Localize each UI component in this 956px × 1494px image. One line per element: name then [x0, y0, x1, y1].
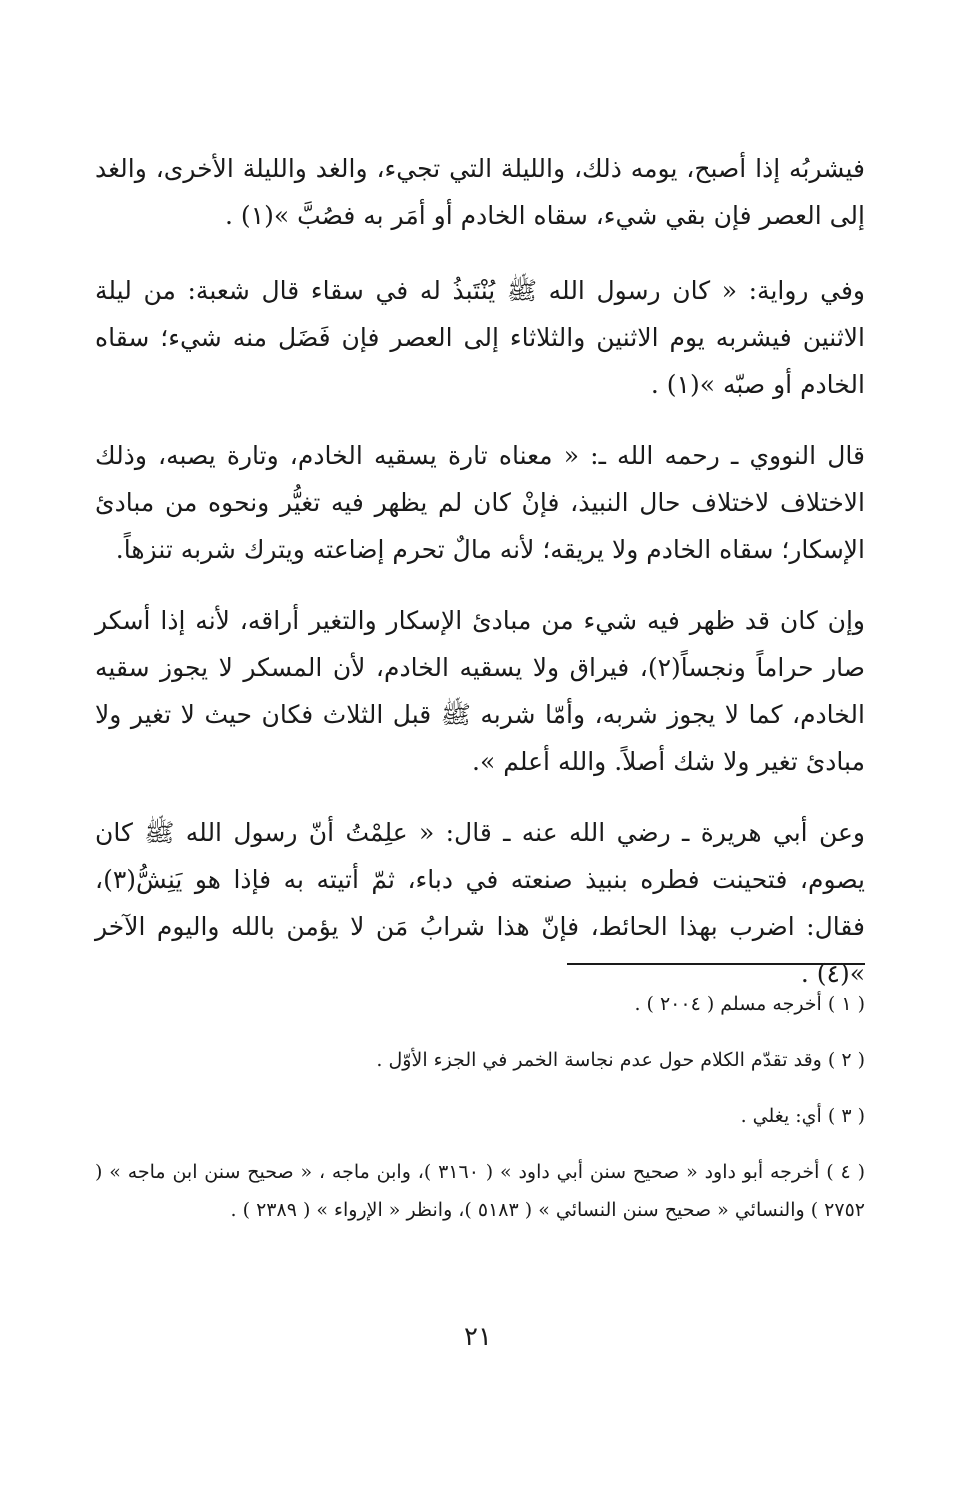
footnote-3: ( ٣ ) أي: يغلي . [740, 1105, 865, 1127]
page-number: ٢١ [464, 1322, 492, 1352]
footnote-2: ( ٢ ) وقد تقدّم الكلام حول عدم نجاسة الخمر في الجزء الأوّل . [376, 1049, 865, 1071]
footnote-4: ( ٤ ) أخرجه أبو داود « صحيح سنن أبي داود » ( ٣١٦٠ )، وابن ماجه ، « صحيح سنن ابن ماجه » ( ٢٧٥٢ ) والنسائي « صحيح سنن النسائي » ( ٥١٨٣ )، وانظر « الإرواء » ( ٢٣٨٩ ) . [95, 1161, 865, 1221]
footnote-1: ( ١ ) أخرجه مسلم ( ٢٠٠٤ ) . [634, 993, 865, 1015]
body-paragraph-5: وعن أبي هريرة ـ رضي الله عنه ـ قال: « علِمْتُ أنّ رسول الله ﷺ كان يصوم، فتحينت فطره بنبيذ صنعته في دباء، ثمّ أتيته به فإذا هو يَنِشُّ(٣)، فقال: اضرب بهذا الحائط، فإنّ هذا شرابُ مَن لا يؤمن بالله واليوم الآخر »(٤) . [95, 818, 865, 988]
body-paragraph-3: قال النووي ـ رحمه الله ـ: « معناه تارة يسقيه الخادم، وتارة يصبه، وذلك الاختلاف لاختلاف حال النبيذ، فإنْ كان لم يظهر فيه تغيُّر ونحوه من مبادئ الإسكار؛ سقاه الخادم ولا يريقه؛ لأنه مالٌ تحرم إضاعته ويترك شربه تنزهاً. [95, 441, 865, 564]
body-paragraph-1: فيشربُه إذا أصبح، يومه ذلك، والليلة التي تجيء، والغد والليلة الأخرى، والغد إلى العصر فإن بقي شيء، سقاه الخادم أو أمَر به فصُبَّ »(١) . [95, 154, 865, 230]
footnote-separator [567, 963, 865, 965]
body-paragraph-2: وفي رواية: « كان رسول الله ﷺ يُنْتَبذُ له في سقاء قال شعبة: من ليلة الاثنين فيشربه يوم الاثنين والثلاثاء إلى العصر فإن فَضَل منه شيء؛ سقاه الخادم أو صبّه »(١) . [95, 276, 865, 399]
body-paragraph-4: وإن كان قد ظهر فيه شيء من مبادئ الإسكار والتغير أراقه، لأنه إذا أسكر صار حراماً ونجساً(٢)، فيراق ولا يسقيه الخادم، لأن المسكر لا يجوز سقيه الخادم، كما لا يجوز شربه، وأمّا شربه ﷺ قبل الثلاث فكان حيث لا تغير ولا مبادئ تغير ولا شك أصلاً. والله أعلم ». [95, 606, 865, 776]
